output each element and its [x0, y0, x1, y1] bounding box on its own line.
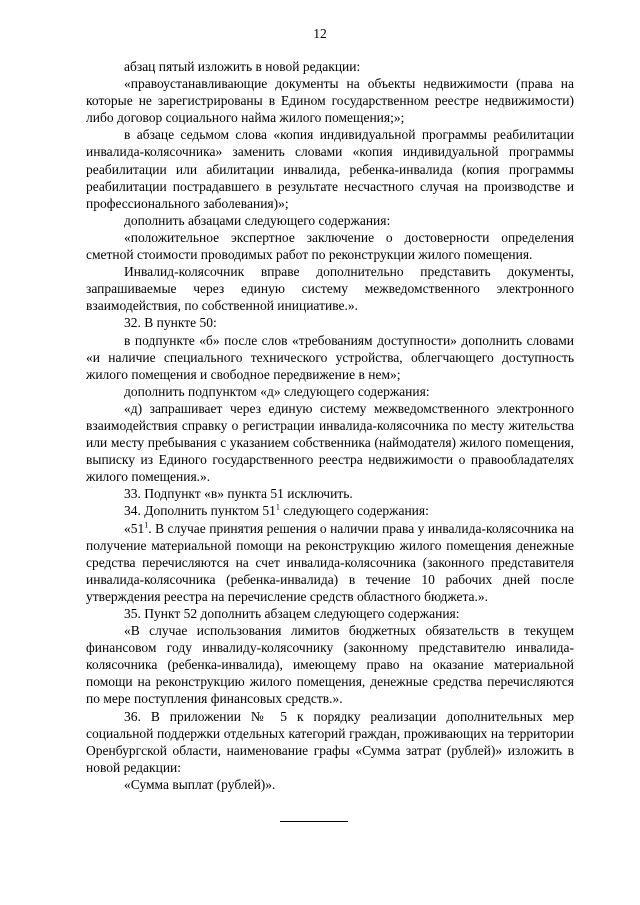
paragraph: 35. Пункт 52 дополнить абзацем следующего содержания:: [124, 606, 460, 621]
superscript: 1: [144, 520, 149, 530]
paragraph-text-end: следующего содержания:: [279, 503, 429, 519]
paragraph: «правоустанавливающие документы на объекты недвижимости (права на которые не зарегистрированы в Едином государственном реестре недвижимости) либо договор социального найма жилого помещения;»;: [86, 76, 574, 126]
paragraph: «положительное экспертное заключение о достоверности определения сметной стоимости проводимых работ по реконструкции жилого помещения.: [86, 229, 574, 263]
paragraph: [86, 520, 574, 605]
paragraph: «В случае использования лимитов бюджетных обязательств в текущем финансовом году инвалиду-колясочнику (законному представителю инвалида-колясочника (ребенка-инвалида), имеющему право на оказание материальной помощи на реконструкцию жилого помещения, денежные средства перечисляются по мере поступления финансовых средств.».: [86, 623, 574, 707]
paragraph: 36. В приложении № 5 к порядку реализации дополнительных мер социальной поддержки отдельных категорий граждан, проживающих на территории Оренбургской области, наименование графы «Сумма затрат (рублей)» изложить в новой редакции:: [86, 708, 574, 775]
paragraph: 33. Подпункт «в» пункта 51 исключить.: [124, 486, 353, 502]
page-number: 12: [313, 26, 327, 41]
superscript: 1: [275, 502, 280, 512]
paragraph: в подпункте «б» после слов «требованиям доступности» дополнить словами «и наличие специального технического устройства, облегчающего доступность жилого помещения и свободное передвижение в нем»;: [86, 332, 574, 382]
paragraph: «д) запрашивает через единую систему межведомственного электронного взаимодействия справку о регистрации инвалида-колясочника по месту жительства или месту пребывания с указанием собственника (наймодателя) жилого помещения, выписку из Единого государственного реестра недвижимости о правообладателях жилого помещения.».: [86, 400, 574, 485]
paragraph: в абзаце седьмом слова «копия индивидуальной программы реабилитации инвалида-колясочника» заменить словами «копия индивидуальной программы реабилитации или абилитации инвалида, ребенка-инвалида (копия программы реабилитации пострадавшего в результате несчастного случая на производстве и профессионального заболевания)»;: [86, 127, 574, 211]
end-separator-line: [280, 821, 348, 822]
paragraph-text-end: . В случае принятия решения о наличии права у инвалида-колясочника на получение материальной помощи на реконструкцию жилого помещения денежные средства перечисляются на счет инвалида-колясочника (законного представителя инвалида-колясочника (ребенка-инвалида) в течение 10 рабочих дней после утверждения реестра на перечисление средств областного бюджета.».: [86, 520, 574, 604]
paragraph: «Сумма выплат (рублей)».: [124, 776, 276, 792]
paragraph: 32. В пункте 50:: [124, 315, 217, 331]
paragraph-text-start: «51: [124, 520, 145, 536]
paragraph-text-start: 34. Дополнить пунктом 51: [124, 503, 276, 519]
paragraph: абзац пятый изложить в новой редакции:: [124, 59, 361, 74]
paragraph: дополнить подпунктом «д» следующего содержания:: [124, 383, 430, 399]
paragraph: [86, 502, 574, 519]
document-body: [86, 58, 574, 793]
paragraph: дополнить абзацами следующего содержания:: [124, 212, 391, 228]
paragraph: Инвалид-колясочник вправе дополнительно представить документы, запрашиваемые через единую систему межведомственного электронного взаимодействия, по собственной инициативе.».: [86, 264, 574, 314]
